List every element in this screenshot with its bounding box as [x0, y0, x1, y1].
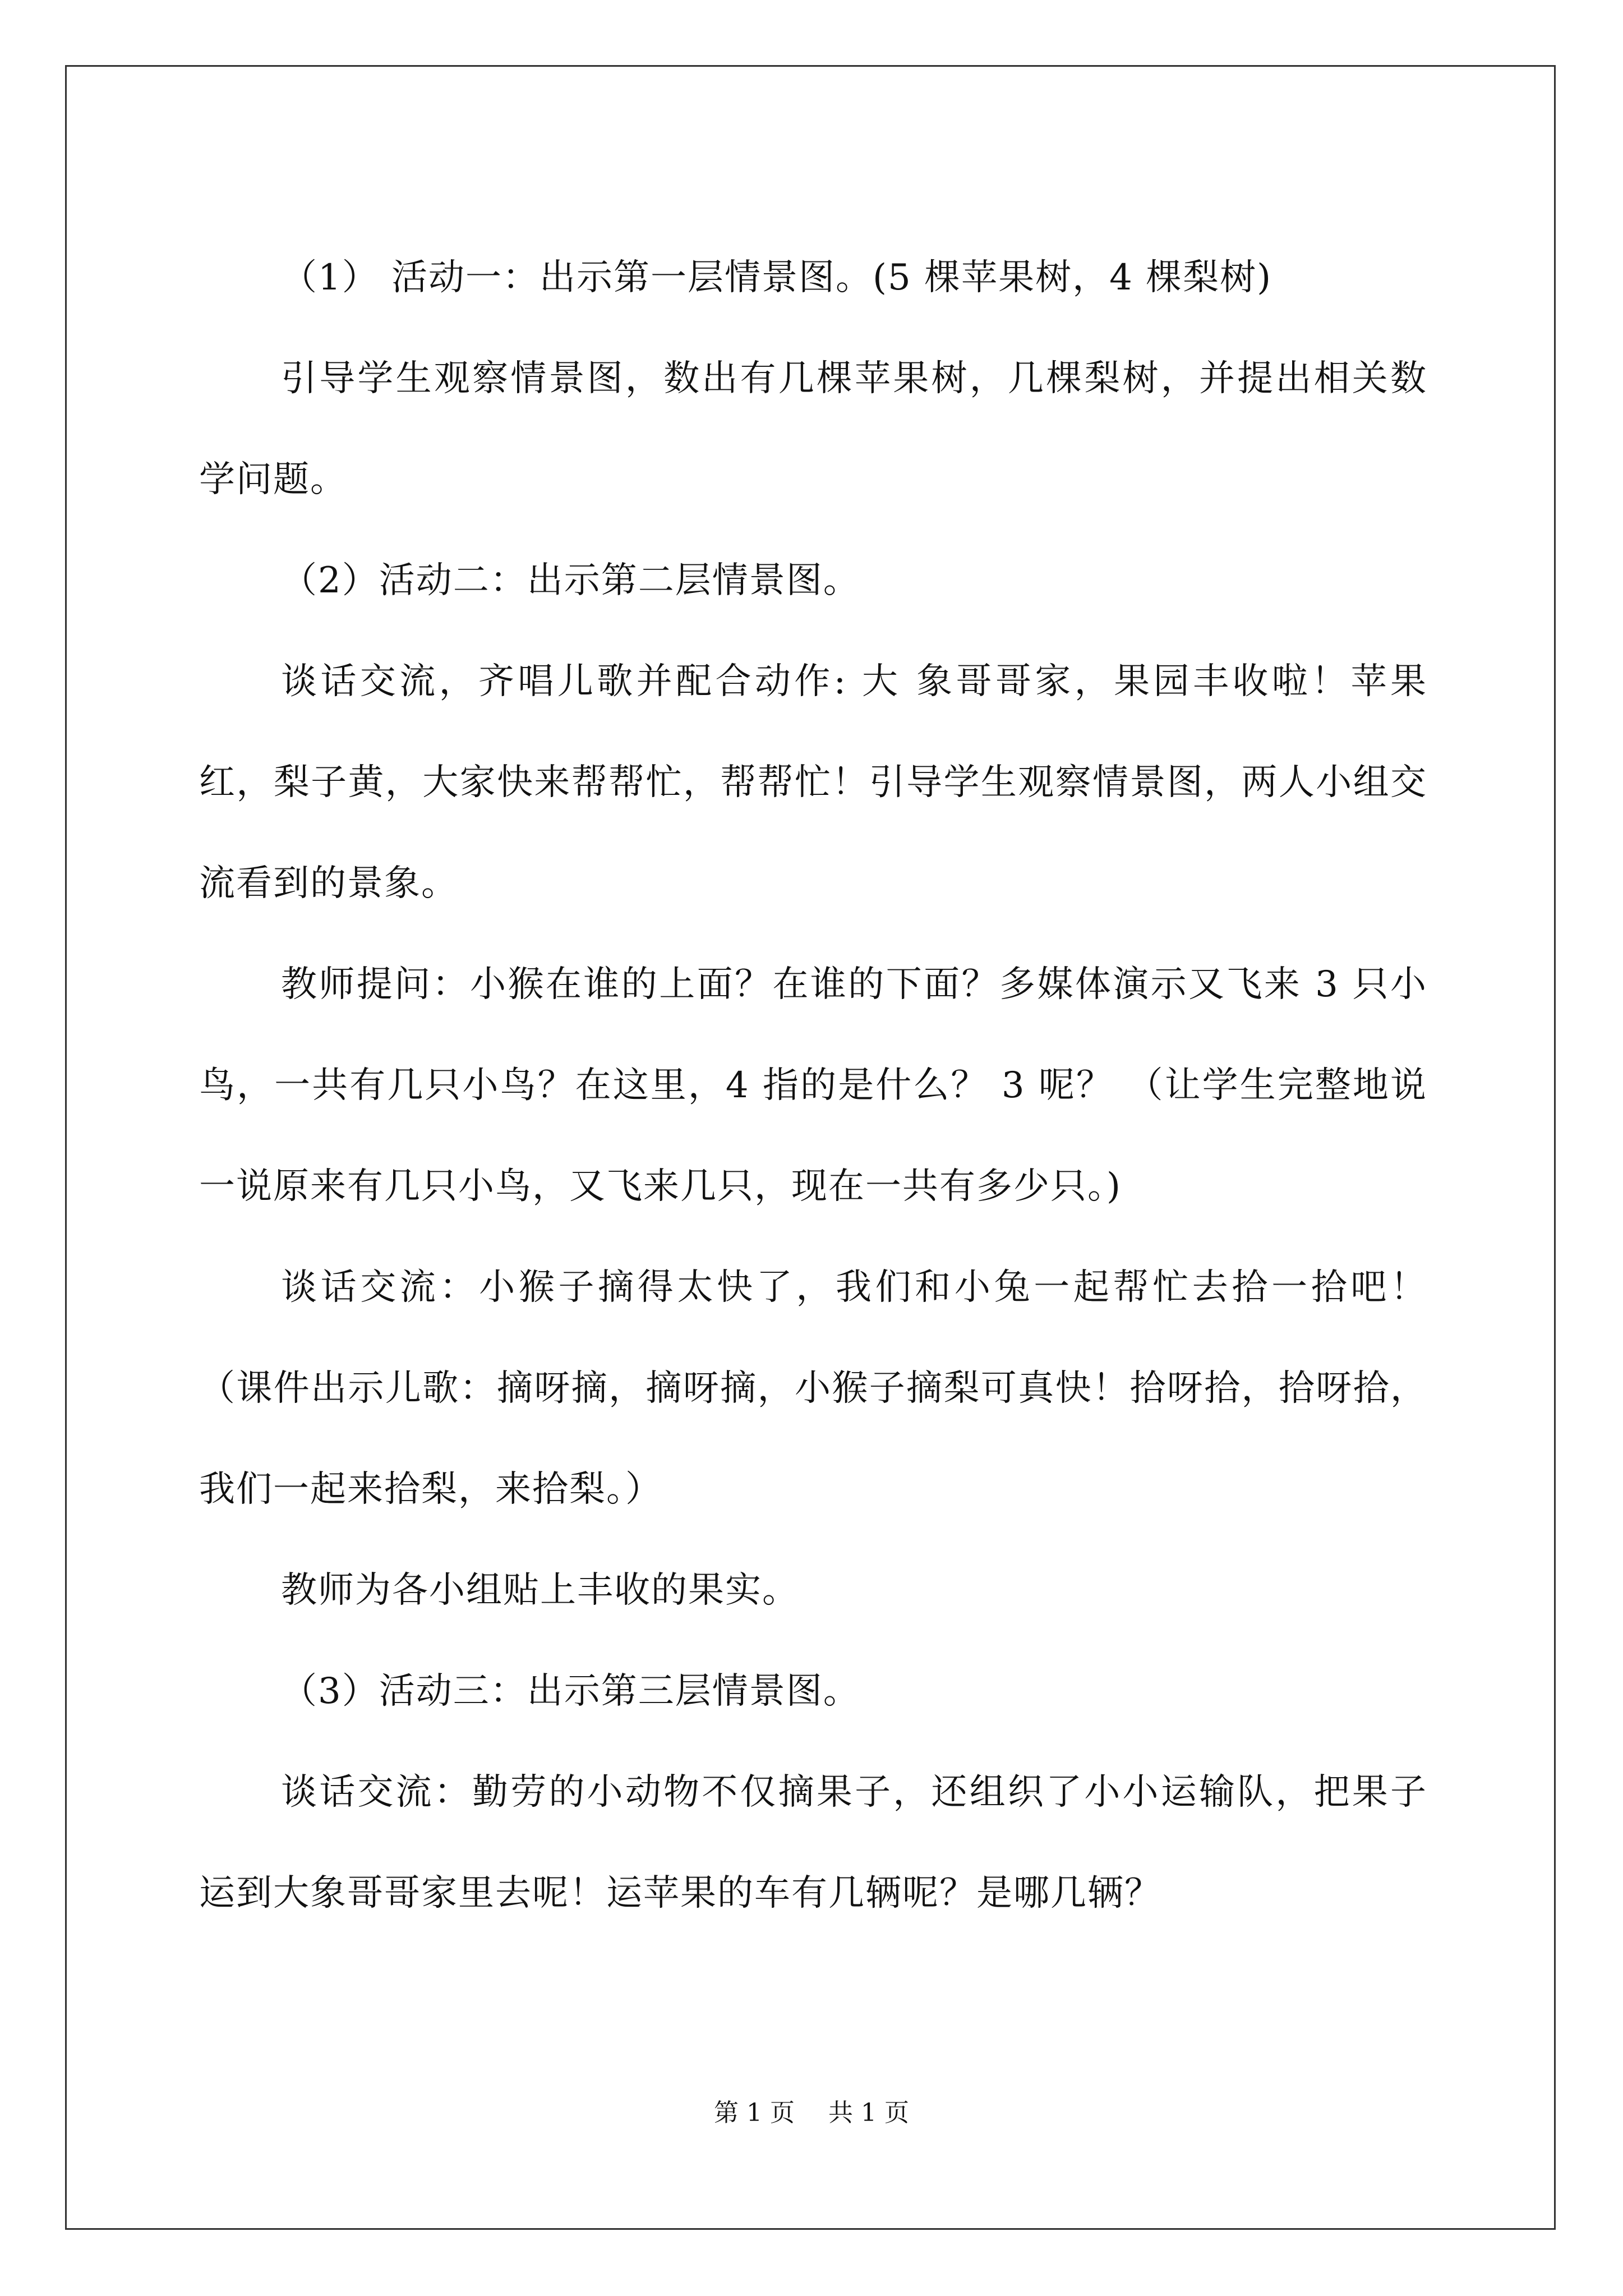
paragraph-activity-one: （1） 活动一：出示第一层情景图。(5 棵苹果树，4 棵梨树) [281, 257, 1272, 298]
page-total: 共 1 页 [828, 2099, 909, 2127]
paragraph-teacher-questions: 教师提问：小猴在谁的上面？在谁的下面？多媒体演示又飞来 3 只小鸟，一共有几只小鸟？在这里，4 指的是什么？ 3 呢？ （让学生完整地说一说原来有几只小鸟，又飞来几只，现在一共有多少只。) [199, 964, 1427, 1207]
paragraph-stick-fruits: 教师为各小组贴上丰收的果实。 [281, 1570, 799, 1611]
document-body [199, 227, 1427, 1944]
paragraph-activity-three: （3）活动三：出示第三层情景图。 [281, 1671, 860, 1712]
paragraph-pick-pears: 谈话交流：小猴子摘得太快了，我们和小兔一起帮忙去拾一拾吧！（课件出示儿歌：摘呀摘，摘呀摘，小猴子摘梨可真快！拾呀拾，拾呀拾，我们一起来拾梨，来拾梨。） [199, 1267, 1427, 1510]
paragraph-transport-team: 谈话交流：勤劳的小动物不仅摘果子，还组织了小小运输队，把果子运到大象哥哥家里去呢！运苹果的车有几辆呢？是哪几辆？ [199, 1772, 1427, 1914]
paragraph-song-exchange: 谈话交流，齐唱儿歌并配合动作: 大 象哥哥家，果园丰收啦！苹果红，梨子黄，大家快来帮帮忙，帮帮忙！引导学生观察情景图，两人小组交流看到的景象。 [199, 661, 1427, 904]
paragraph-observe-trees: 引导学生观察情景图，数出有几棵苹果树，几棵梨树，并提出相关数学问题。 [199, 358, 1427, 500]
paragraph-activity-two: （2）活动二：出示第二层情景图。 [281, 560, 860, 601]
page-footer [0, 2092, 1623, 2128]
page-number: 第 1 页 [714, 2099, 795, 2127]
